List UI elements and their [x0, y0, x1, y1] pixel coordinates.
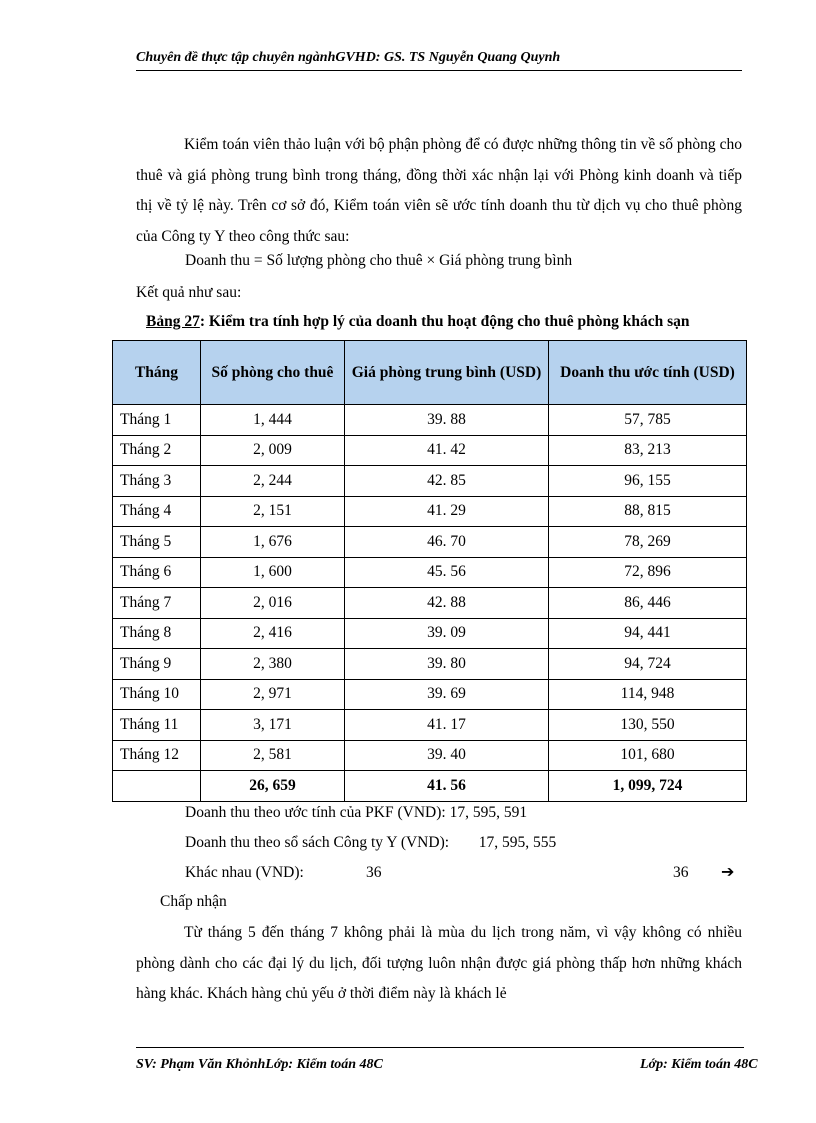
cell-month: Tháng 10 [113, 679, 201, 710]
table-header-row [113, 341, 747, 405]
table-total-row [113, 771, 747, 802]
table-row [113, 405, 747, 436]
cell-revenue: 94, 441 [549, 618, 747, 649]
diff-value-2: 36 [673, 864, 689, 881]
cell-rooms: 2, 016 [201, 588, 345, 619]
cell-revenue: 96, 155 [549, 466, 747, 497]
cell-rooms: 1, 444 [201, 405, 345, 436]
cell-price: 39. 80 [345, 649, 549, 680]
header-price: Giá phòng trung bình (USD) [345, 341, 549, 405]
cell-rooms: 2, 380 [201, 649, 345, 680]
total-rooms: 26, 659 [201, 771, 345, 802]
pkf-label: Doanh thu theo ước tính của PKF (VND): [185, 804, 446, 821]
closing-paragraph: Từ tháng 5 đến tháng 7 không phải là mùa du lịch trong năm, vì vậy không có nhiều phòng dành cho các đại lý du lịch, đối tượng luôn nhận được giá phòng thấp hơn những khách hàng khác. Khách hàng chủ yếu ở thời điểm này là khách lẻ [136, 924, 742, 1002]
table-row [113, 435, 747, 466]
total-month [113, 771, 201, 802]
footer-rule [136, 1047, 744, 1049]
cell-rooms: 1, 600 [201, 557, 345, 588]
footer-left: SV: Phạm Văn KhỏnhLớp: Kiểm toán 48C [136, 1057, 383, 1072]
cell-rooms: 2, 971 [201, 679, 345, 710]
table-row [113, 588, 747, 619]
cell-rooms: 2, 581 [201, 740, 345, 771]
cell-month: Tháng 3 [113, 466, 201, 497]
table-row [113, 618, 747, 649]
cell-price: 39. 88 [345, 405, 549, 436]
table-caption-label: Bảng 27 [146, 313, 200, 330]
cell-price: 39. 69 [345, 679, 549, 710]
cell-revenue: 72, 896 [549, 557, 747, 588]
cell-month: Tháng 1 [113, 405, 201, 436]
cell-month: Tháng 8 [113, 618, 201, 649]
cell-price: 45. 56 [345, 557, 549, 588]
footer-right: Lớp: Kiểm toán 48C [640, 1057, 758, 1072]
cell-price: 41. 17 [345, 710, 549, 741]
table-caption-text: : Kiểm tra tính hợp lý của doanh thu hoạt động cho thuê phòng khách sạn [199, 313, 690, 330]
header-revenue: Doanh thu ước tính (USD) [549, 341, 747, 405]
diff-label: Khác nhau (VND): [185, 864, 304, 881]
cell-price: 42. 88 [345, 588, 549, 619]
cell-month: Tháng 12 [113, 740, 201, 771]
cell-price: 41. 29 [345, 496, 549, 527]
cell-revenue: 130, 550 [549, 710, 747, 741]
right-arrow-icon: ➔ [721, 864, 735, 881]
cell-rooms: 2, 416 [201, 618, 345, 649]
books-line [185, 834, 556, 852]
total-price: 41. 56 [345, 771, 549, 802]
page-header [136, 50, 742, 71]
cell-month: Tháng 11 [113, 710, 201, 741]
table-row [113, 740, 747, 771]
cell-revenue: 88, 815 [549, 496, 747, 527]
cell-price: 39. 09 [345, 618, 549, 649]
cell-month: Tháng 9 [113, 649, 201, 680]
cell-rooms: 1, 676 [201, 527, 345, 558]
table-row [113, 557, 747, 588]
cell-revenue: 57, 785 [549, 405, 747, 436]
header-title: Chuyên đề thực tập chuyên ngànhGVHD: GS. TS Nguyễn Quang Quynh [136, 50, 561, 65]
cell-price: 42. 85 [345, 466, 549, 497]
conclusion: Chấp nhận [160, 893, 227, 910]
revenue-table [112, 340, 747, 802]
header-rooms: Số phòng cho thuê [201, 341, 345, 405]
table-row [113, 710, 747, 741]
cell-rooms: 2, 009 [201, 435, 345, 466]
revenue-formula: Doanh thu = Số lượng phòng cho thuê × Giá phòng trung bình [185, 252, 573, 269]
cell-month: Tháng 7 [113, 588, 201, 619]
result-label: Kết quả như sau: [136, 284, 242, 301]
cell-price: 41. 42 [345, 435, 549, 466]
pkf-value: 17, 595, 591 [449, 804, 528, 821]
total-revenue: 1, 099, 724 [549, 771, 747, 802]
cell-revenue: 78, 269 [549, 527, 747, 558]
cell-rooms: 2, 151 [201, 496, 345, 527]
cell-month: Tháng 5 [113, 527, 201, 558]
cell-price: 39. 40 [345, 740, 549, 771]
cell-rooms: 2, 244 [201, 466, 345, 497]
diff-value: 36 [366, 864, 382, 881]
table-row [113, 466, 747, 497]
cell-price: 46. 70 [345, 527, 549, 558]
books-value: 17, 595, 555 [478, 834, 557, 851]
cell-revenue: 94, 724 [549, 649, 747, 680]
table-row [113, 649, 747, 680]
table-caption [146, 313, 690, 331]
table-row [113, 496, 747, 527]
cell-month: Tháng 2 [113, 435, 201, 466]
header-month: Tháng [113, 341, 201, 405]
cell-revenue: 83, 213 [549, 435, 747, 466]
cell-rooms: 3, 171 [201, 710, 345, 741]
cell-revenue: 114, 948 [549, 679, 747, 710]
table-row [113, 527, 747, 558]
table-row [113, 679, 747, 710]
intro-paragraph: Kiểm toán viên thảo luận với bộ phận phòng để có được những thông tin về số phòng cho thuê và giá phòng trung bình trong tháng, đồng thời xác nhận lại với Phòng kinh doanh và tiếp thị về tỷ lệ này. Trên cơ sở đó, Kiểm toán viên sẽ ước tính doanh thu từ dịch vụ cho thuê phòng của Công ty Y theo công thức sau: [136, 136, 742, 245]
cell-month: Tháng 4 [113, 496, 201, 527]
cell-revenue: 86, 446 [549, 588, 747, 619]
books-label: Doanh thu theo sổ sách Công ty Y (VND): [185, 834, 450, 851]
cell-revenue: 101, 680 [549, 740, 747, 771]
pkf-estimate-line [185, 804, 527, 822]
cell-month: Tháng 6 [113, 557, 201, 588]
